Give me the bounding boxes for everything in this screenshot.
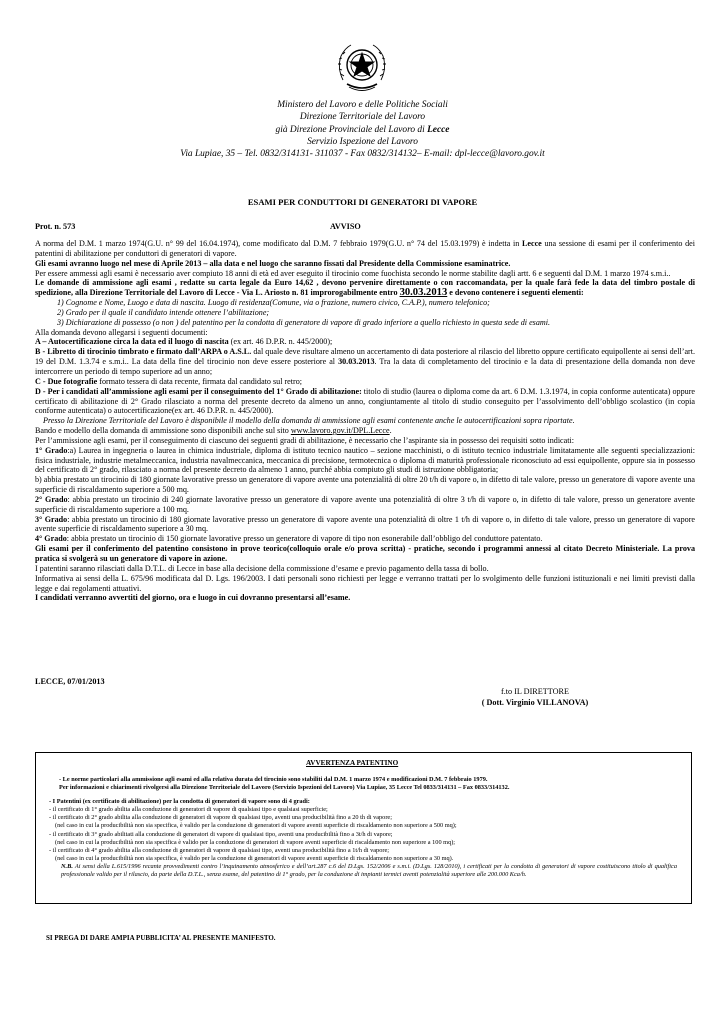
- exam-tests-paragraph: Gli esami per il conferimento del patentino consistono in prove teorico(colloquio orale e/o prova scritta) - pratiche, secondo i programmi annessi al citato Decreto Ministeriale. La prova pratica si svolgerà su un generatore di vapore in azione.: [35, 544, 695, 563]
- document-d: D - Per i candidati all’ammissione agli esami per il conseguimento del 1° Grado di abilitazione: titolo di studio (laurea o diploma come da art. 6 D.M. 1.3.1974, in copia conforme autenticata) oppure certificato di abilitazione di 2° Grado rilasciato a norma del presente decreto da almeno un anno, congiuntamente al titolo di studio conseguito per l’assolvimento dell’obbligo scolastico (in copia conforme autenticata) o autocertificazione(ex art. 46 D.P.R. n. 445/2000).: [35, 386, 695, 416]
- list-item: (nel caso in cui la producibilità non sia specifica è valido per la conduzione di generatori di vapore aventi superficie di riscaldamento non superiore a 100 mq);: [55, 838, 456, 846]
- grade-1-training: b) abbia prestato un tirocinio di 180 giornate lavorative presso un generatore di vapore avente una potenzialità di oltre 20 t/h di vapore o, in difetto di tale valore, presso un generatore di vapore avente una superficie di riscaldamento superiore a 500 mq.: [35, 475, 695, 495]
- notice-body: [35, 239, 695, 603]
- grade-3-requirements: 3° Grado: abbia prestato un tirocinio di 180 giornate lavorative presso un generatore di vapore avente una potenzialità di oltre 1 t/h di vapore o, in difetto di tale valore, presso un generatore di vapore avente superficie di riscaldamento superiore a 30 mq.: [35, 514, 695, 534]
- italian-republic-emblem-icon: [333, 38, 391, 96]
- list-item: (nel caso in cui la producibilità non sia specifica, è valido per la conduzione di generatori di vapore aventi superficie di riscaldamento non superiore a 500 mq);: [55, 822, 457, 830]
- admission-age-paragraph: Per essere ammessi agli esami è necessario aver compiuto 18 anni di età ed aver eseguito il tirocinio come fuochista secondo le norme stabilite dagli artt. 6 e seguenti dal D.M. 1 marzo 1974 s.m.i..: [35, 268, 671, 278]
- ministry-name: Ministero del Lavoro e delle Politiche Sociali: [277, 100, 448, 110]
- intro-paragraph: A norma del D.M. 1 marzo 1974(G.U. n° 99 del 16.04.1974), come modificato dal D.M. 7 febbraio 1979(G.U. n° 74 del 15.03.1979) è indetta in Lecce una sessione di esami per il conferimento dei patentini di abilitazione per conduttori di generatori di vapore.: [35, 239, 695, 258]
- protocol-number: Prot. n. 573: [35, 222, 76, 231]
- list-item: (nel caso in cui la producibilità non sia specifica, è valido per la conduzione di generatori di vapore aventi superficie di riscaldamento non superiore a 30 mq).: [55, 854, 454, 862]
- notification-paragraph: I candidati verranno avvertiti del giorno, ora e luogo in cui dovranno presentarsi all’esame.: [35, 593, 351, 603]
- document-a: A – Autocertificazione circa la data ed il luogo di nascita (ex art. 46 D.P.R. n. 445/2000);: [35, 337, 333, 347]
- form-availability-note: Presso la Direzione Territoriale del Lavoro è disponibile il modello della domanda di ammissione agli esami contenente anche le autocertificazioni sopra riportate.: [43, 416, 575, 426]
- website-note: Bando e modello della domanda di ammissione sono disponibili anche sul sito www.lavoro.gov.it/DPL.Lecce.: [35, 426, 392, 436]
- list-item: - il certificato di 4° grado abilita alla conduzione di generatori di vapore di qualsiasi tipo, aventi una producibilità fino a 1t/h di vapore;: [49, 846, 389, 854]
- former-directorate: già Direzione Provinciale del Lavoro di Lecce: [275, 124, 450, 135]
- signature-name: ( Dott. Virginio VILLANOVA): [481, 697, 589, 707]
- requirements-intro: Per l’ammissione agli esami, per il conseguimento di ciascuno dei seguenti gradi di abilitazione, è necessario che l’aspirante sia in possesso dei requisiti sotto indicati:: [35, 435, 574, 445]
- box-content: [49, 776, 677, 879]
- avviso-heading: AVVISO: [330, 222, 361, 231]
- list-item: 1) Cognome e Nome, Luogo e data di nascita. Luogo di residenza(Comune, via o frazione, numero civico, C.A.P.), numero telefonico;: [57, 298, 490, 308]
- service-name: Servizio Ispezione del Lavoro: [307, 136, 418, 147]
- document-b: B - Libretto di tirocinio timbrato e firmato dall’ARPA o A.S.L. dal quale deve risultare almeno un accertamento di data posteriore al rilascio del libretto oppure certificato equipollente ai sensi dell’art. 19 del D.M. 1.3.74 e s.m.i.. La data della fine del tirocinio non deve essere posteriore al 30.03.2013. Tra la data di completamento del tirocinio e la data di presentazione della domanda non deve intercorrere un periodo di tempo superiore ad un anno;: [35, 347, 695, 376]
- header: [0, 99, 725, 160]
- box-contact: Per informazioni e chiarimenti rivolgersi alla Direzione Territoriale del Lavoro (Servizio Ispezioni del Lavoro) Via Lupiae, 35 Lecce Tel 0833/314131 – Fax 0833/314132.: [59, 784, 510, 792]
- exam-date-paragraph: Gli esami avranno luogo nel mese di Aprile 2013 – alla data e nel luogo che saranno fissati dal Presidente della Commissione esaminatrice.: [35, 258, 511, 268]
- box-norms: - Le norme particolari alla ammissione agli esami ed alla relativa durata del tirocinio sono stabiliti dal D.M. 1 marzo 1974 e modificazioni D.M. 7 febbraio 1979.: [59, 776, 488, 783]
- signature-block: [460, 687, 610, 708]
- list-item: - il certificato di 1° grado abilita alla conduzione di generatori di vapore di qualsiasi tipo e qualsiasi superficie;: [49, 806, 328, 814]
- attachments-intro: Alla domanda devono allegarsi i seguenti documenti:: [35, 327, 208, 337]
- website-link[interactable]: www.lavoro.gov.it/DPL.Lecce: [290, 426, 390, 436]
- box-grades-intro: - I Patentini (ex certificato di abilitazione) per la condotta di generatori di vapore sono di 4 gradi:: [49, 798, 310, 806]
- grade-4-requirements: 4° Grado: abbia prestato un tirocinio di 150 giornate lavorative presso un generatore di vapore di tipo non esonerabile dall’obbligo del conduttore patentato.: [35, 534, 543, 544]
- closing-request: SI PREGA DI DARE AMPIA PUBBLICITA’ AL PRESENTE MANIFESTO.: [46, 934, 276, 942]
- grade-1-requirements: 1° Grado:a) Laurea in ingegneria o laurea in chimica industriale, diploma di istituto tecnico nautico – sezione macchinisti, o di istituto tecnico industriale limitatamente alle seguenti specializzazioni: fisica industriale, industrie metalmeccanica, industria navalmeccanica, meccanica di precisione, termotecnica o diploma di maturità professionale riconosciuto ad essi equipollente, oppure sia in possesso del certificato di 2° grado, rilasciato a norma del presente decreto da almeno 1 anno, purché abbia compiuto gli studi di istruzione obbligatoria;: [35, 445, 695, 475]
- list-item: - il certificato di 3° grado abilitati alla conduzione di generatori di vapore di qualsiasi tipo, aventi una producibilità fino a 3t/h di vapore;: [49, 830, 393, 838]
- list-item: 3) Dichiarazione di possesso (o non ) del patentino per la condotta di generatore di vapore di grado inferiore a quello richiesto in questa sede di esami.: [57, 317, 550, 327]
- box-title: AVVERTENZA PATENTINO: [306, 759, 399, 767]
- signature-title: f.to IL DIRETTORE: [501, 687, 569, 696]
- document-title: ESAMI PER CONDUTTORI DI GENERATORI DI VAPORE: [247, 197, 478, 207]
- box-nb: N.B. Ai sensi della L.615/1996 recante provvedimenti contro l’inquinamento atmosferico e dell’art.287 c.6 del D.Lgs. 152/2006 e s.m.i. (D.Lgs. 128/2010), i certificati per la condotta di generatori di vapore costituiscono titolo di qualifica professionale valido per il rilascio, da parte della D.T.L., senza esame, del patentino di 1° grado, per la conduzione di impianti termici aventi potenzialità superiore alle 200.000 Kca/h.: [61, 862, 677, 879]
- application-paragraph: Le domande di ammissione agli esami , redatte su carta legale da Euro 14,62 , devono pervenire direttamente o con raccomandata, per la quale farà fede la data del timbro postale di spedizione, alla Direzione Territoriale del Lavoro di Lecce - Via L. Ariosto n. 81 improrogabilmente entro 30.03.2013 e devono contenere i seguenti elementi:: [35, 278, 695, 299]
- license-warning-box: [35, 752, 692, 904]
- grade-2-requirements: 2° Grado: abbia prestato un tirocinio di 240 giornate lavorative presso un generatore di vapore avente una potenzialità di oltre 3 t/h di vapore o, in difetto di tale valore, presso un generatore avente superficie di riscaldamento superiore a 100 mq.: [35, 494, 695, 514]
- list-item: 2) Grado per il quale il candidato intende ottenere l’abilitazione;: [57, 307, 270, 317]
- document-c: C - Due fotografie formato tessera di data recente, firmata dal candidato sul retro;: [35, 376, 302, 386]
- place-date: LECCE, 07/01/2013: [35, 677, 105, 686]
- privacy-paragraph: Informativa ai sensi della L. 675/96 modificata dal D. Lgs. 196/2003. I dati personali sono richiesti per legge e verranno trattati per lo svolgimento delle funzioni istituzionali e nei limiti previsti dalla legge e dai regolamenti attuativi.: [35, 573, 695, 593]
- list-item: - il certificato di 2° grado abilita alla conduzione di generatori di vapore di qualsiasi tipo, aventi una producibilità fino a 20 th di vapore;: [49, 814, 392, 822]
- required-elements-list: [35, 298, 695, 328]
- license-issue-paragraph: I patentini saranno rilasciati dalla D.T.L. di Lecce in base alla decisione della commissione d’esame e previo pagamento della tassa di bollo.: [35, 563, 489, 573]
- directorate-name: Direzione Territoriale del Lavoro: [299, 112, 426, 123]
- contact-line: Via Lupiae, 35 – Tel. 0832/314131- 311037 - Fax 0832/314132– E-mail: dpl-lecce@lavoro.gov.it: [180, 149, 545, 160]
